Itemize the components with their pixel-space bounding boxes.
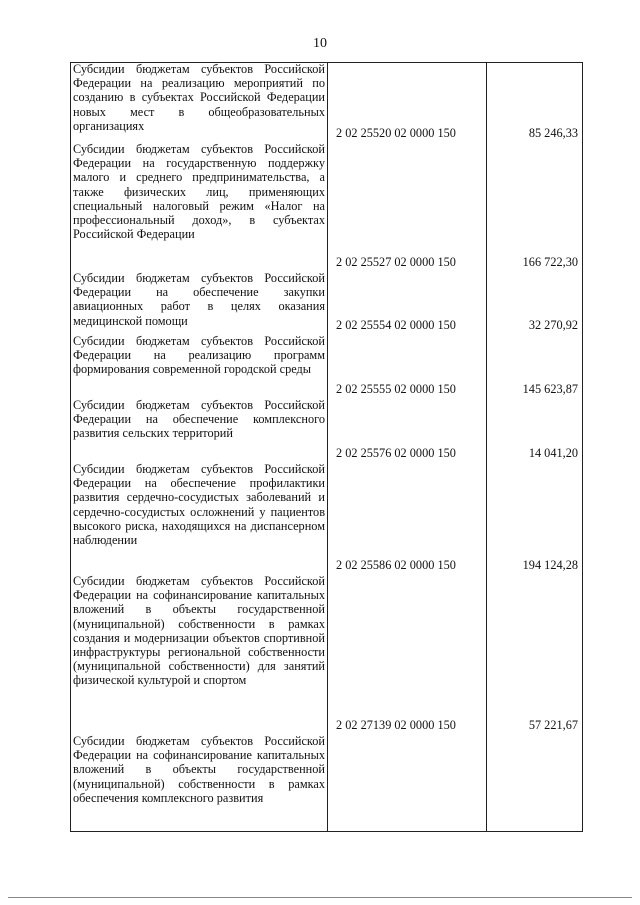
row-code: 2 02 25576 02 0000 150	[336, 446, 456, 460]
row-code: 2 02 25586 02 0000 150	[336, 558, 456, 572]
row-amount: 85 246,33	[528, 126, 578, 140]
row-description: Субсидии бюджетам субъектов Российской Федерации на обеспечение профилактики развития сердечно-сосудистых заболеваний и сердечно-сосудистых осложнений у пациентов высокого риска, находящихся на диспансерном наблюдении	[73, 462, 325, 548]
row-code: 2 02 25554 02 0000 150	[336, 318, 456, 332]
row-amount: 194 124,28	[522, 558, 578, 572]
row-amount: 145 623,87	[522, 382, 578, 396]
page-number: 10	[313, 36, 327, 51]
row-code: 2 02 25520 02 0000 150	[336, 126, 456, 140]
row-description: Субсидии бюджетам субъектов Российской Федерации на софинансирование капитальных вложений в объекты государственной (муниципальной) собственности в рамках создания и модернизации объектов спортивной инфраструктуры региональной собственности (муниципальной собственности) для занятий физической культурой и спортом	[73, 574, 325, 688]
revenue-table	[70, 62, 583, 832]
row-description: Субсидии бюджетам субъектов Российской Федерации на обеспечение закупки авиационных работ в целях оказания медицинской помощи	[73, 271, 325, 328]
row-amount: 32 270,92	[528, 318, 578, 332]
column-divider-amount	[486, 62, 487, 832]
row-description: Субсидии бюджетам субъектов Российской Федерации на государственную поддержку малого и среднего предпринимательства, а также физических лиц, применяющих специальный налоговый режим «Налог на профессиональный доход», в субъектах Российской Федерации	[73, 142, 325, 242]
row-amount: 14 041,20	[528, 446, 578, 460]
row-code: 2 02 25527 02 0000 150	[336, 255, 456, 269]
column-divider-code	[327, 62, 328, 832]
row-description: Субсидии бюджетам субъектов Российской Федерации на обеспечение комплексного развития сельских территорий	[73, 398, 325, 441]
table-left-border	[70, 62, 71, 832]
footer-rule	[8, 897, 632, 898]
row-amount: 166 722,30	[522, 255, 578, 269]
row-code: 2 02 25555 02 0000 150	[336, 382, 456, 396]
row-description: Субсидии бюджетам субъектов Российской Федерации на реализацию программ формирования современной городской среды	[73, 334, 325, 377]
row-description: Субсидии бюджетам субъектов Российской Федерации на софинансирование капитальных вложений в объекты государственной (муниципальной) собственности в рамках обеспечения комплексного развития	[73, 734, 325, 805]
row-description: Субсидии бюджетам субъектов Российской Федерации на реализацию мероприятий по созданию в субъектах Российской Федерации новых мест в общеобразовательных организациях	[73, 62, 325, 133]
row-code: 2 02 27139 02 0000 150	[336, 718, 456, 732]
table-right-border	[582, 62, 583, 832]
row-amount: 57 221,67	[528, 718, 578, 732]
